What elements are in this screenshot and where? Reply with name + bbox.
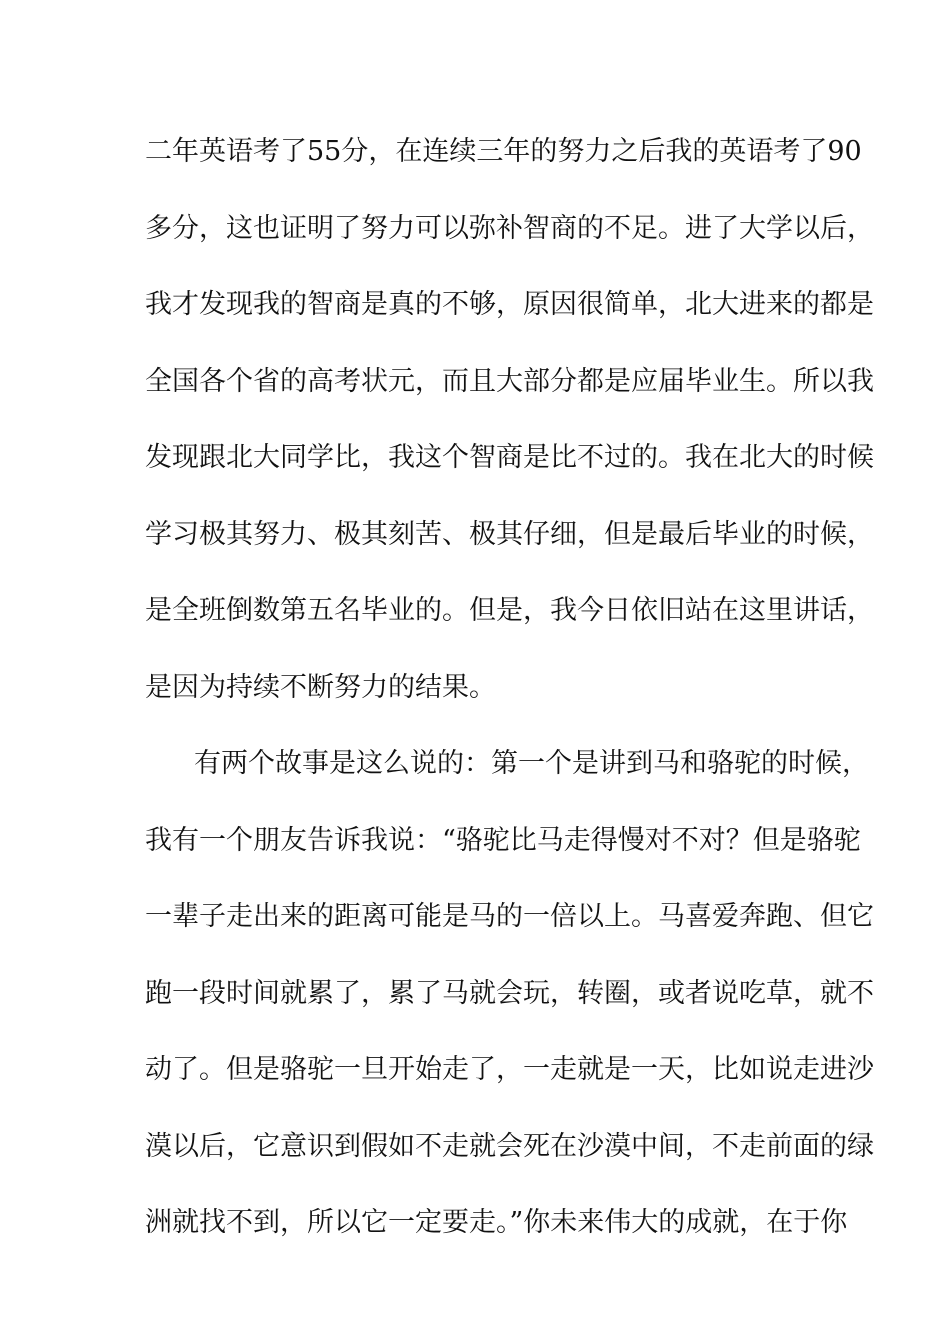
text-line: 我有一个朋友告诉我说：“骆驼比马走得慢对不对？但是骆驼 xyxy=(145,824,861,856)
text-line: 学习极其努力、极其刻苦、极其仔细，但是最后毕业的时候， xyxy=(145,518,874,550)
text-line: 有两个故事是这么说的：第一个是讲到马和骆驼的时候， xyxy=(194,748,869,779)
text-line: 是因为持续不断努力的结果。 xyxy=(145,671,496,703)
paragraph-2 xyxy=(145,742,874,1278)
text-line: 洲就找不到，所以它一定要走。”你未来伟大的成就，在于你 xyxy=(145,1207,848,1238)
paragraph-1 xyxy=(145,130,874,742)
text-line: 全国各个省的高考状元，而且大部分都是应届毕业生。所以我 xyxy=(145,365,874,397)
body-text xyxy=(145,130,874,1278)
text-line: 多分，这也证明了努力可以弥补智商的不足。进了大学以后， xyxy=(145,212,874,244)
text-line: 漠以后，它意识到假如不走就会死在沙漠中间，不走前面的绿 xyxy=(145,1130,874,1162)
text-line: 是全班倒数第五名毕业的。但是，我今日依旧站在这里讲话， xyxy=(145,595,874,626)
text-line: 我才发现我的智商是真的不够，原因很简单，北大进来的都是 xyxy=(145,289,874,320)
text-line: 跑一段时间就累了，累了马就会玩，转圈，或者说吃草，就不 xyxy=(145,977,874,1009)
text-line: 发现跟北大同学比，我这个智商是比不过的。我在北大的时候 xyxy=(145,442,874,473)
text-line: 动了。但是骆驼一旦开始走了，一走就是一天，比如说走进沙 xyxy=(145,1054,874,1085)
text-line: 二年英语考了55分，在连续三年的努力之后我的英语考了90 xyxy=(145,136,862,167)
text-line: 一辈子走出来的距离可能是马的一倍以上。马喜爱奔跑、但它 xyxy=(145,901,874,932)
